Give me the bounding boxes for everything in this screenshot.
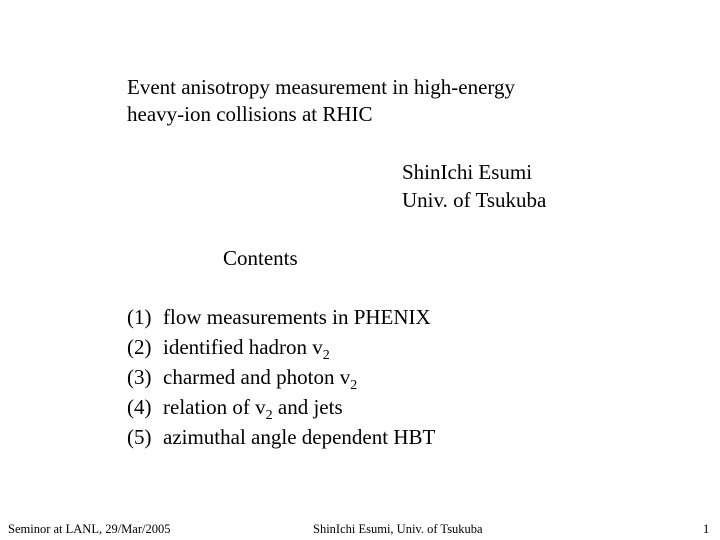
- item-text: flow measurements in PHENIX: [163, 305, 431, 329]
- item-number: (2): [127, 335, 152, 359]
- author-name: ShinIchi Esumi: [402, 160, 533, 184]
- item-number: (1): [127, 305, 152, 329]
- item-text: azimuthal angle dependent HBT: [163, 425, 436, 449]
- contents-list: [127, 302, 435, 452]
- page-number: 1: [703, 522, 710, 536]
- footer-left: Seminor at LANL, 29/Mar/2005: [8, 522, 171, 536]
- subscript: 2: [265, 408, 273, 423]
- item-text: identified hadron $v_2$: [163, 335, 330, 363]
- title-line-2: heavy-ion collisions at RHIC: [127, 102, 373, 126]
- contents-item-4: [127, 392, 435, 422]
- contents-item-1: [127, 302, 435, 332]
- title-line-1: Event anisotropy measurement in high-energy: [127, 75, 516, 99]
- author-affiliation: Univ. of Tsukuba: [402, 188, 547, 212]
- item-number: (4): [127, 395, 152, 419]
- contents-heading: Contents: [223, 246, 298, 270]
- item-text: relation of $v_2$ and jets: [163, 395, 343, 423]
- footer-center: ShinIchi Esumi, Univ. of Tsukuba: [313, 522, 483, 536]
- item-text: charmed and photon $v_2$: [163, 365, 358, 393]
- item-number: (3): [127, 365, 152, 389]
- item-number: (5): [127, 425, 152, 449]
- subscript: 2: [322, 348, 330, 363]
- contents-item-3: [127, 362, 435, 392]
- contents-item-5: [127, 422, 435, 452]
- contents-item-2: [127, 332, 435, 362]
- subscript: 2: [350, 378, 358, 393]
